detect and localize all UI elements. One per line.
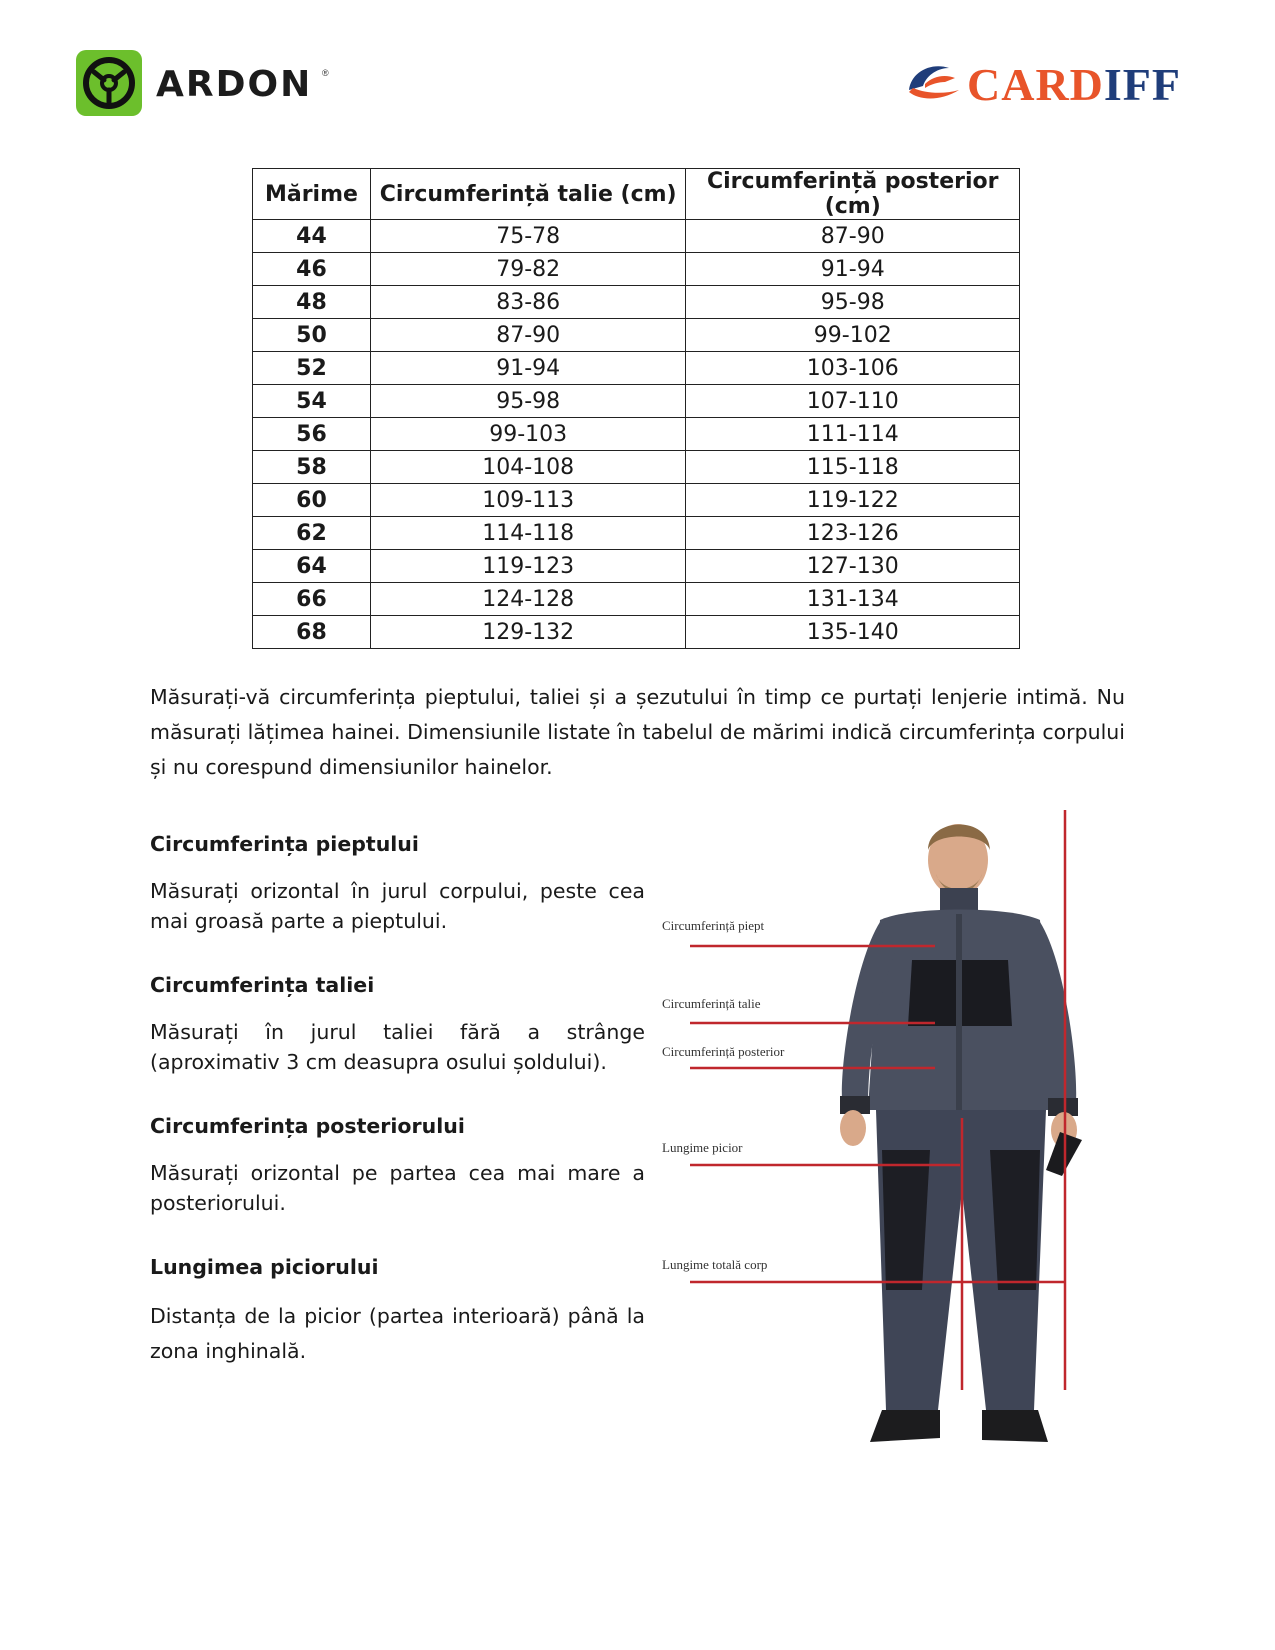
label-leg-length: Lungime picior — [662, 1140, 743, 1155]
section-leg — [150, 1255, 645, 1369]
label-hips: Circumferință posterior — [662, 1044, 785, 1059]
table-row — [253, 352, 1020, 385]
waist-cell: 109-113 — [370, 484, 686, 517]
table-row — [253, 286, 1020, 319]
table-row — [253, 616, 1020, 649]
cardiff-wordmark: CARDIFF — [967, 59, 1181, 110]
table-row — [253, 550, 1020, 583]
workwear-man-illustration — [690, 810, 1140, 1490]
hip-cell: 87-90 — [686, 220, 1020, 253]
waist-cell: 119-123 — [370, 550, 686, 583]
table-row — [253, 484, 1020, 517]
measurement-figure — [662, 810, 1140, 1490]
hip-cell: 115-118 — [686, 451, 1020, 484]
table-row — [253, 220, 1020, 253]
hip-cell: 107-110 — [686, 385, 1020, 418]
section-text: Măsurați orizontal pe partea cea mai mare a posteriorului. — [150, 1161, 645, 1215]
size-cell: 44 — [253, 220, 371, 253]
table-row — [253, 451, 1020, 484]
size-cell: 64 — [253, 550, 371, 583]
section-text: Măsurați în jurul taliei fără a strânge (aproximativ 3 cm deasupra osului șoldului). — [150, 1020, 645, 1074]
section-title: Lungimea piciorului — [150, 1255, 379, 1279]
table-row — [253, 253, 1020, 286]
waist-cell: 83-86 — [370, 286, 686, 319]
section-title: Circumferința taliei — [150, 973, 375, 997]
section-text: Distanța de la picior (partea interioară) până la zona inghinală. — [150, 1304, 645, 1363]
size-cell: 62 — [253, 517, 371, 550]
waist-cell: 129-132 — [370, 616, 686, 649]
intro-paragraph: Măsurați-vă circumferința pieptului, taliei și a șezutului în timp ce purtați lenjerie intimă. Nu măsurați lățimea hainei. Dimensiunile listate în tabelul de mărimi indică circumferința corpului și nu corespund dimensiunilor hainelor. — [150, 685, 1125, 779]
waist-cell: 75-78 — [370, 220, 686, 253]
waist-cell: 87-90 — [370, 319, 686, 352]
size-table — [252, 168, 1020, 649]
table-row — [253, 583, 1020, 616]
hip-cell: 123-126 — [686, 517, 1020, 550]
size-cell: 58 — [253, 451, 371, 484]
hip-cell: 135-140 — [686, 616, 1020, 649]
label-chest: Circumferință piept — [662, 918, 765, 933]
waist-cell: 95-98 — [370, 385, 686, 418]
registered-mark: ® — [322, 68, 329, 78]
hip-cell: 131-134 — [686, 583, 1020, 616]
column-header-waist: Circumferință talie (cm) — [370, 169, 686, 220]
section-hips — [150, 1114, 645, 1218]
waist-cell: 99-103 — [370, 418, 686, 451]
ardon-logo — [76, 50, 336, 116]
size-cell: 46 — [253, 253, 371, 286]
waist-cell: 114-118 — [370, 517, 686, 550]
cardiff-logo — [905, 60, 1195, 116]
ardon-wordmark: ARDON — [156, 64, 313, 105]
table-header-row — [253, 169, 1020, 220]
cardiff-bird-icon — [905, 60, 963, 106]
hip-cell: 127-130 — [686, 550, 1020, 583]
label-waist: Circumferință talie — [662, 996, 761, 1011]
size-cell: 52 — [253, 352, 371, 385]
label-total-length: Lungime totală corp — [662, 1257, 768, 1272]
hip-cell: 91-94 — [686, 253, 1020, 286]
waist-cell: 124-128 — [370, 583, 686, 616]
section-chest — [150, 832, 645, 936]
size-cell: 56 — [253, 418, 371, 451]
column-header-hip: Circumferință posterior (cm) — [686, 169, 1020, 220]
size-cell: 50 — [253, 319, 371, 352]
size-cell: 48 — [253, 286, 371, 319]
table-row — [253, 319, 1020, 352]
hip-cell: 95-98 — [686, 286, 1020, 319]
section-text: Măsurați orizontal în jurul corpului, peste cea mai groasă parte a pieptului. — [150, 879, 645, 933]
size-cell: 60 — [253, 484, 371, 517]
section-waist — [150, 973, 645, 1077]
size-cell: 68 — [253, 616, 371, 649]
size-cell: 54 — [253, 385, 371, 418]
table-row — [253, 418, 1020, 451]
hip-cell: 103-106 — [686, 352, 1020, 385]
hip-cell: 99-102 — [686, 319, 1020, 352]
waist-cell: 91-94 — [370, 352, 686, 385]
table-row — [253, 517, 1020, 550]
hip-cell: 119-122 — [686, 484, 1020, 517]
table-row — [253, 385, 1020, 418]
section-title: Circumferința pieptului — [150, 832, 419, 856]
waist-cell: 104-108 — [370, 451, 686, 484]
ardon-logo-icon — [76, 50, 142, 116]
size-cell: 66 — [253, 583, 371, 616]
section-title: Circumferința posteriorului — [150, 1114, 465, 1138]
hip-cell: 111-114 — [686, 418, 1020, 451]
waist-cell: 79-82 — [370, 253, 686, 286]
column-header-size: Mărime — [253, 169, 371, 220]
